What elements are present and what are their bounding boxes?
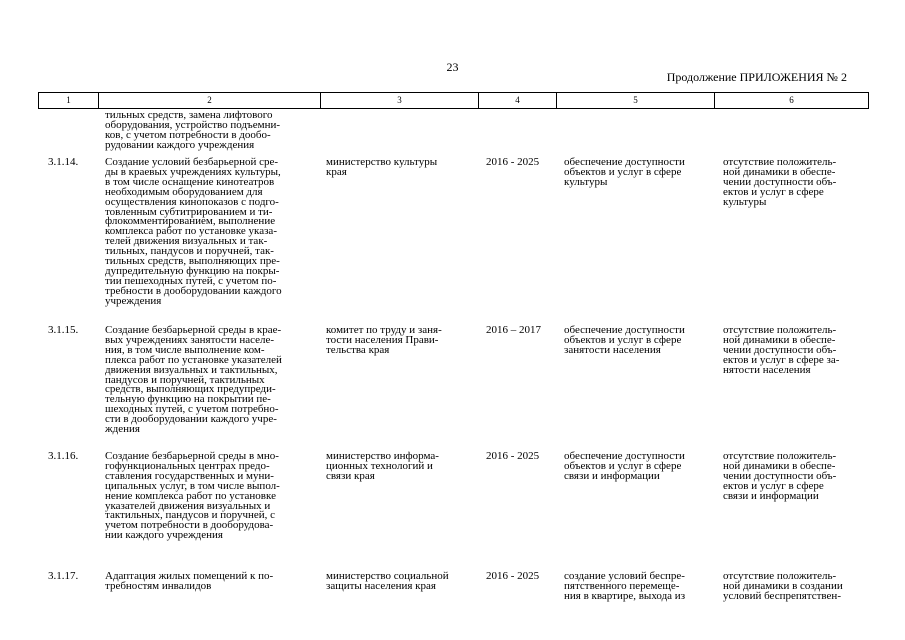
column-number: 6 — [715, 93, 869, 109]
row-number: 3.1.15. — [48, 324, 79, 336]
row-executor: министерство культуры края — [326, 156, 438, 178]
row-action: Создание безбарьерной среды в мно- гофункциональных центрах предо- ставления государственных и муни- ципальных услуг, в том числе выпол- нение комплекса работ по установке указателей движения визуальных и тактильных, пандусов и поручней, с учетом потребности в дооборудова- нии каждого учреждения — [105, 450, 280, 542]
column-number: 1 — [39, 93, 99, 109]
row-executor: министерство социальной защиты населения края — [326, 570, 449, 592]
row-result: обеспечение доступности объектов и услуг в сфере связи и информации — [564, 450, 685, 482]
row-action: Создание безбарьерной среды в крае- вых учреждениях занятости населе- ния, в том числе выполнение ком- плекса работ по установке указателей движения визуальных и тактильных, пандусов и поручней, тактильных средств, выполняющих предупреди- тельную функцию на покрытии пе- шеходных путей, с учетом потребно- сти в дооборудовании каждого учре- ждения — [105, 324, 282, 436]
row-number: 3.1.17. — [48, 570, 79, 582]
row-period: 2016 - 2025 — [486, 450, 540, 462]
column-number-header — [38, 92, 869, 109]
column-number: 3 — [321, 93, 479, 109]
row-consequence: отсутствие положитель- ной динамики в обеспе- чении доступности объ- ектов и услуг в сфере за- нятости населения — [723, 324, 840, 376]
row-executor: комитет по труду и заня- тости населения Прави- тельства края — [326, 324, 442, 356]
row-period: 2016 - 2025 — [486, 570, 540, 582]
row-result: создание условий беспре- пятственного перемеще- ния в квартире, выхода из — [564, 570, 686, 602]
row-number: 3.1.14. — [48, 156, 79, 168]
column-number: 4 — [479, 93, 557, 109]
column-number: 2 — [99, 93, 321, 109]
page-number: 23 — [446, 60, 459, 74]
row-period: 2016 - 2025 — [486, 156, 540, 168]
row-action: Создание условий безбарьерной сре- ды в краевых учреждениях культуры, в том числе оснащение кинотеатров необходимым оборудованием для осуществления кинопоказов с подго- товленным субтитрированием и ти- флокомментированием, выполнение комплекса работ по установке указа- телей движения визуальных и так- тильных, пандусов и поручней, так- тильных средств, выполняющих пре- дупредительную функцию на покры- тии пешеходных путей, с учетом по- требности в дооборудовании каждого учреждения — [105, 156, 282, 307]
continuation-heading: Продолжение ПРИЛОЖЕНИЯ № 2 — [666, 70, 847, 84]
row-consequence: отсутствие положитель- ной динамики в обеспе- чении доступности объ- ектов и услуг в сфере культуры — [723, 156, 837, 208]
row-result: обеспечение доступности объектов и услуг в сфере занятости населения — [564, 324, 685, 356]
row-result: обеспечение доступности объектов и услуг в сфере культуры — [564, 156, 685, 188]
row-number: 3.1.16. — [48, 450, 79, 462]
row-period: 2016 – 2017 — [486, 324, 541, 336]
row-consequence: отсутствие положитель- ной динамики в создании условий беспрепятствен- — [723, 570, 843, 602]
row-executor: министерство информа- ционных технологий и связи края — [326, 450, 439, 482]
column-number: 5 — [557, 93, 715, 109]
carry-over-text: тильных средств, замена лифтового оборудования, устройство подъемни- ков, с учетом потребности в дообо- рудовании каждого учреждения — [105, 109, 281, 151]
row-consequence: отсутствие положитель- ной динамики в обеспе- чении доступности объ- ектов и услуг в сфере связи и информации — [723, 450, 837, 502]
row-action: Адаптация жилых помещений к по- требностям инвалидов — [105, 570, 274, 592]
